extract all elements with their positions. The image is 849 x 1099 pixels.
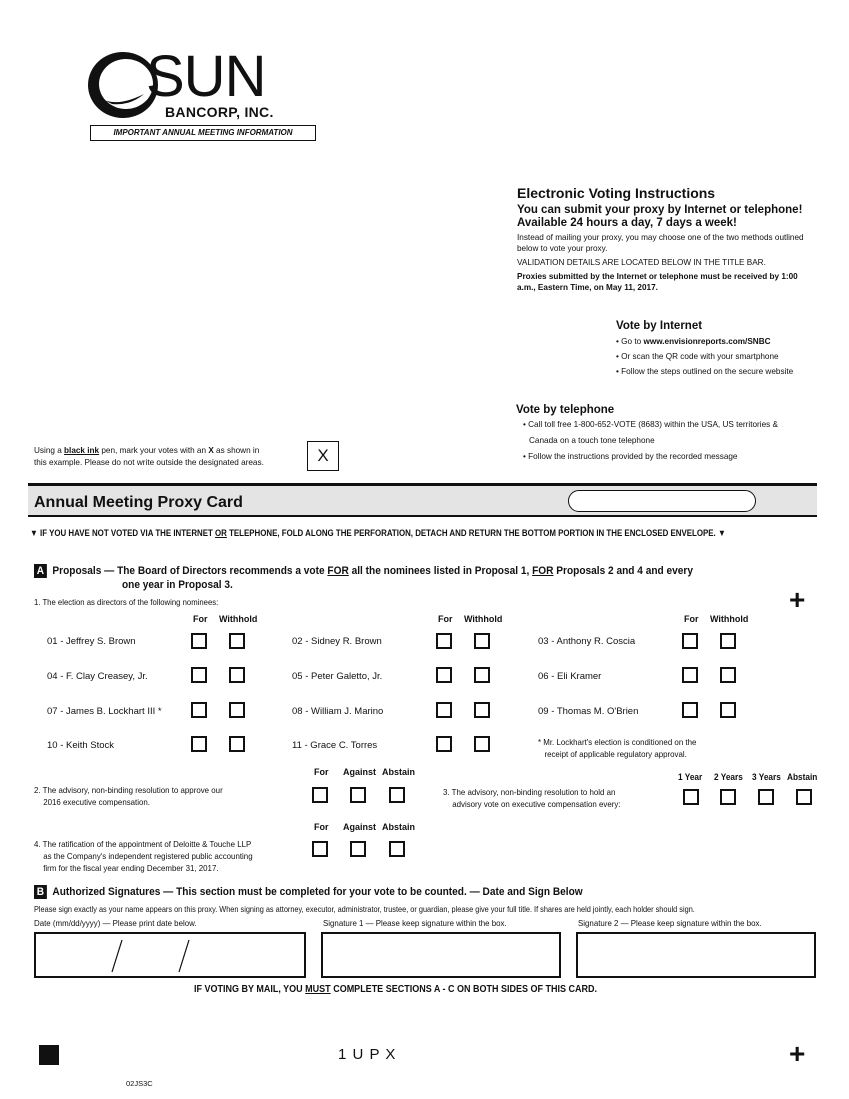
internet-step-2: • Or scan the QR code with your smartphone: [616, 352, 779, 361]
section-a-heading: A Proposals — The Board of Directors recommends a vote FOR all the nominees listed in Proposal 1, FOR Proposals 2 and 4 and every: [34, 564, 693, 578]
proposal-1-intro: 1. The election as directors of the following nominees:: [34, 597, 219, 607]
registration-mark-top: +: [789, 584, 806, 615]
nominee-06-for-checkbox[interactable]: [682, 667, 698, 683]
black-ink-emphasis: black ink: [64, 446, 100, 455]
p4-against-header: Against: [343, 822, 377, 832]
signature-2-box[interactable]: [576, 932, 816, 978]
nominee-04-for-checkbox[interactable]: [191, 667, 207, 683]
vote-by-internet: [616, 320, 836, 376]
signature-1-label: Signature 1 — Please keep signature within the box.: [323, 918, 507, 928]
deadline-note: Proxies submitted by the Internet or telephone must be received by 1:00 a.m., Eastern Time, on May 11, 2017.: [517, 272, 798, 292]
p2-for-header: For: [314, 767, 329, 777]
vote-by-internet-title: Vote by Internet: [616, 320, 703, 332]
internet-step-1-prefix: • Go to: [616, 337, 644, 346]
nominee-05-withhold-checkbox[interactable]: [474, 667, 490, 683]
logo-tagline: IMPORTANT ANNUAL MEETING INFORMATION: [90, 125, 316, 141]
section-b-heading: B Authorized Signatures — This section must be completed for your vote to be counted. — Date and Sign Below: [34, 885, 583, 899]
nominee-05: 05 - Peter Galetto, Jr.: [292, 671, 383, 682]
section-a-heading-line-2: one year in Proposal 3.: [122, 579, 233, 591]
p4-for-header: For: [314, 822, 329, 832]
form-id: 02JS3C: [126, 1079, 153, 1088]
proposal-3-1-year-checkbox[interactable]: [683, 789, 699, 805]
p3-abstain-header: Abstain: [787, 772, 818, 782]
withhold-header-col1: Withhold: [219, 614, 258, 624]
proposal-3-abstain-checkbox[interactable]: [796, 789, 812, 805]
proposal-3-text: 3. The advisory, non-binding resolution to hold an advisory vote on executive compensation every:: [443, 787, 621, 809]
company-logo: [86, 44, 316, 143]
validation-oval: [568, 490, 756, 512]
proposal-4-text: 4. The ratification of the appointment of Deloitte & Touche LLP as the Company's independent registered public accounting firm for the fiscal year ending December 31, 2017.: [34, 839, 253, 873]
proposal-2-for-checkbox[interactable]: [312, 787, 328, 803]
for-header-col1: For: [193, 614, 208, 624]
signature-2-label: Signature 2 — Please keep signature within the box.: [578, 918, 762, 928]
proposal-3-3-years-checkbox[interactable]: [758, 789, 774, 805]
nominee-08-for-checkbox[interactable]: [436, 702, 452, 718]
for-header-col2: For: [438, 614, 453, 624]
nominee-11-for-checkbox[interactable]: [436, 736, 452, 752]
p3-1-year-header: 1 Year: [678, 772, 703, 782]
nominee-11-withhold-checkbox[interactable]: [474, 736, 490, 752]
mail-instruction: IF VOTING BY MAIL, YOU MUST COMPLETE SECTIONS A - C ON BOTH SIDES OF THIS CARD.: [194, 984, 598, 995]
marking-example-box: X: [307, 441, 339, 471]
nominee-10-for-checkbox[interactable]: [191, 736, 207, 752]
p3-2-years-header: 2 Years: [714, 772, 743, 782]
proposal-4-against-checkbox[interactable]: [350, 841, 366, 857]
section-a-letter: A: [34, 564, 47, 578]
p4-abstain-header: Abstain: [382, 822, 416, 832]
section-b-letter: B: [34, 885, 47, 899]
nominee-09-withhold-checkbox[interactable]: [720, 702, 736, 718]
nominee-09-for-checkbox[interactable]: [682, 702, 698, 718]
fold-instruction: ▼ IF YOU HAVE NOT VOTED VIA THE INTERNET OR TELEPHONE, FOLD ALONG THE PERFORATION, DETACH AND RETURN THE BOTTOM PORTION IN THE ENCLOSED ENVELOPE. ▼: [30, 528, 726, 538]
signature-1-box[interactable]: [321, 932, 561, 978]
electronic-voting-title: Electronic Voting Instructions: [517, 185, 716, 201]
nominee-10-withhold-checkbox[interactable]: [229, 736, 245, 752]
marking-instructions: [34, 445, 314, 469]
nominee-07-withhold-checkbox[interactable]: [229, 702, 245, 718]
title-bar: [28, 483, 817, 517]
nominee-06: 06 - Eli Kramer: [538, 671, 602, 682]
electronic-voting-section: [517, 185, 817, 293]
internet-step-3: • Follow the steps outlined on the secure website: [616, 367, 794, 376]
proposal-4-abstain-checkbox[interactable]: [389, 841, 405, 857]
nominee-10: 10 - Keith Stock: [47, 740, 115, 751]
nominee-01: 01 - Jeffrey S. Brown: [47, 636, 136, 647]
vote-by-telephone-title: Vote by telephone: [516, 404, 615, 416]
signing-instructions: Please sign exactly as your name appears on this proxy. When signing as attorney, executor, administrator, trustee, or guardian, please give your full title. If shares are held jointly, each holder should sign.: [34, 904, 695, 914]
proposal-4-for-checkbox[interactable]: [312, 841, 328, 857]
nominee-11: 11 - Grace C. Torres: [292, 740, 378, 751]
nominee-08: 08 - William J. Marino: [292, 706, 384, 717]
nominee-02: 02 - Sidney R. Brown: [292, 636, 382, 647]
marking-line-2: this example. Please do not write outside the designated areas.: [34, 458, 264, 467]
marking-line-1: Using a black ink pen, mark your votes with an X as shown in: [34, 446, 260, 455]
date-separator-slashes: [36, 934, 304, 976]
withhold-header-col3: Withhold: [710, 614, 749, 624]
p3-3-years-header: 3 Years: [752, 772, 781, 782]
nominee-04-withhold-checkbox[interactable]: [229, 667, 245, 683]
nominee-02-withhold-checkbox[interactable]: [474, 633, 490, 649]
telephone-step-2: • Follow the instructions provided by the recorded message: [523, 452, 738, 461]
proposal-2-abstain-checkbox[interactable]: [389, 787, 405, 803]
nominee-08-withhold-checkbox[interactable]: [474, 702, 490, 718]
registration-mark-bottom: +: [789, 1038, 806, 1069]
date-label: Date (mm/dd/yyyy) — Please print date below.: [34, 918, 197, 928]
internet-step-1: [616, 337, 836, 346]
electronic-voting-subtitle-1: You can submit your proxy by Internet or telephone!: [517, 204, 803, 216]
internet-url-link[interactable]: www.envisionreports.com/SNBC: [643, 337, 771, 346]
card-title: Annual Meeting Proxy Card: [34, 494, 243, 511]
logo-wordmark: SUN: [146, 44, 266, 109]
nominee-03-withhold-checkbox[interactable]: [720, 633, 736, 649]
proposal-2-against-checkbox[interactable]: [350, 787, 366, 803]
vote-by-telephone: [516, 404, 826, 461]
nominee-06-withhold-checkbox[interactable]: [720, 667, 736, 683]
telephone-step-1a: • Call toll free 1-800-652-VOTE (8683) within the USA, US territories &: [523, 420, 778, 429]
p2-abstain-header: Abstain: [382, 767, 416, 777]
nominee-07-for-checkbox[interactable]: [191, 702, 207, 718]
nominee-05-for-checkbox[interactable]: [436, 667, 452, 683]
registration-square: [39, 1045, 59, 1065]
p2-against-header: Against: [343, 767, 377, 777]
nominee-09: 09 - Thomas M. O'Brien: [538, 706, 639, 717]
telephone-step-1b: Canada on a touch tone telephone: [529, 436, 655, 445]
logo-subtitle: BANCORP, INC.: [165, 104, 274, 120]
proposal-2-text: 2. The advisory, non-binding resolution to approve our 2016 executive compensation.: [34, 785, 223, 807]
electronic-voting-intro: Instead of mailing your proxy, you may choose one of the two methods outlined below to vote your proxy.: [517, 233, 804, 253]
proposal-3-2-years-checkbox[interactable]: [720, 789, 736, 805]
nominee-04: 04 - F. Clay Creasey, Jr.: [47, 671, 148, 682]
form-code: 1 U P X: [338, 1046, 397, 1063]
nominee-01-for-checkbox[interactable]: [191, 633, 207, 649]
lockhart-footnote: * Mr. Lockhart's election is conditioned on the receipt of applicable regulatory approval.: [538, 737, 697, 759]
nominee-03-for-checkbox[interactable]: [682, 633, 698, 649]
nominee-01-withhold-checkbox[interactable]: [229, 633, 245, 649]
for-header-col3: For: [684, 614, 699, 624]
withhold-header-col2: Withhold: [464, 614, 503, 624]
validation-note: VALIDATION DETAILS ARE LOCATED BELOW IN THE TITLE BAR.: [517, 258, 766, 267]
date-input-box[interactable]: [34, 932, 306, 978]
electronic-voting-subtitle-2: Available 24 hours a day, 7 days a week!: [517, 217, 737, 229]
nominee-03: 03 - Anthony R. Coscia: [538, 636, 636, 647]
nominee-07: 07 - James B. Lockhart III *: [47, 706, 162, 717]
nominee-02-for-checkbox[interactable]: [436, 633, 452, 649]
